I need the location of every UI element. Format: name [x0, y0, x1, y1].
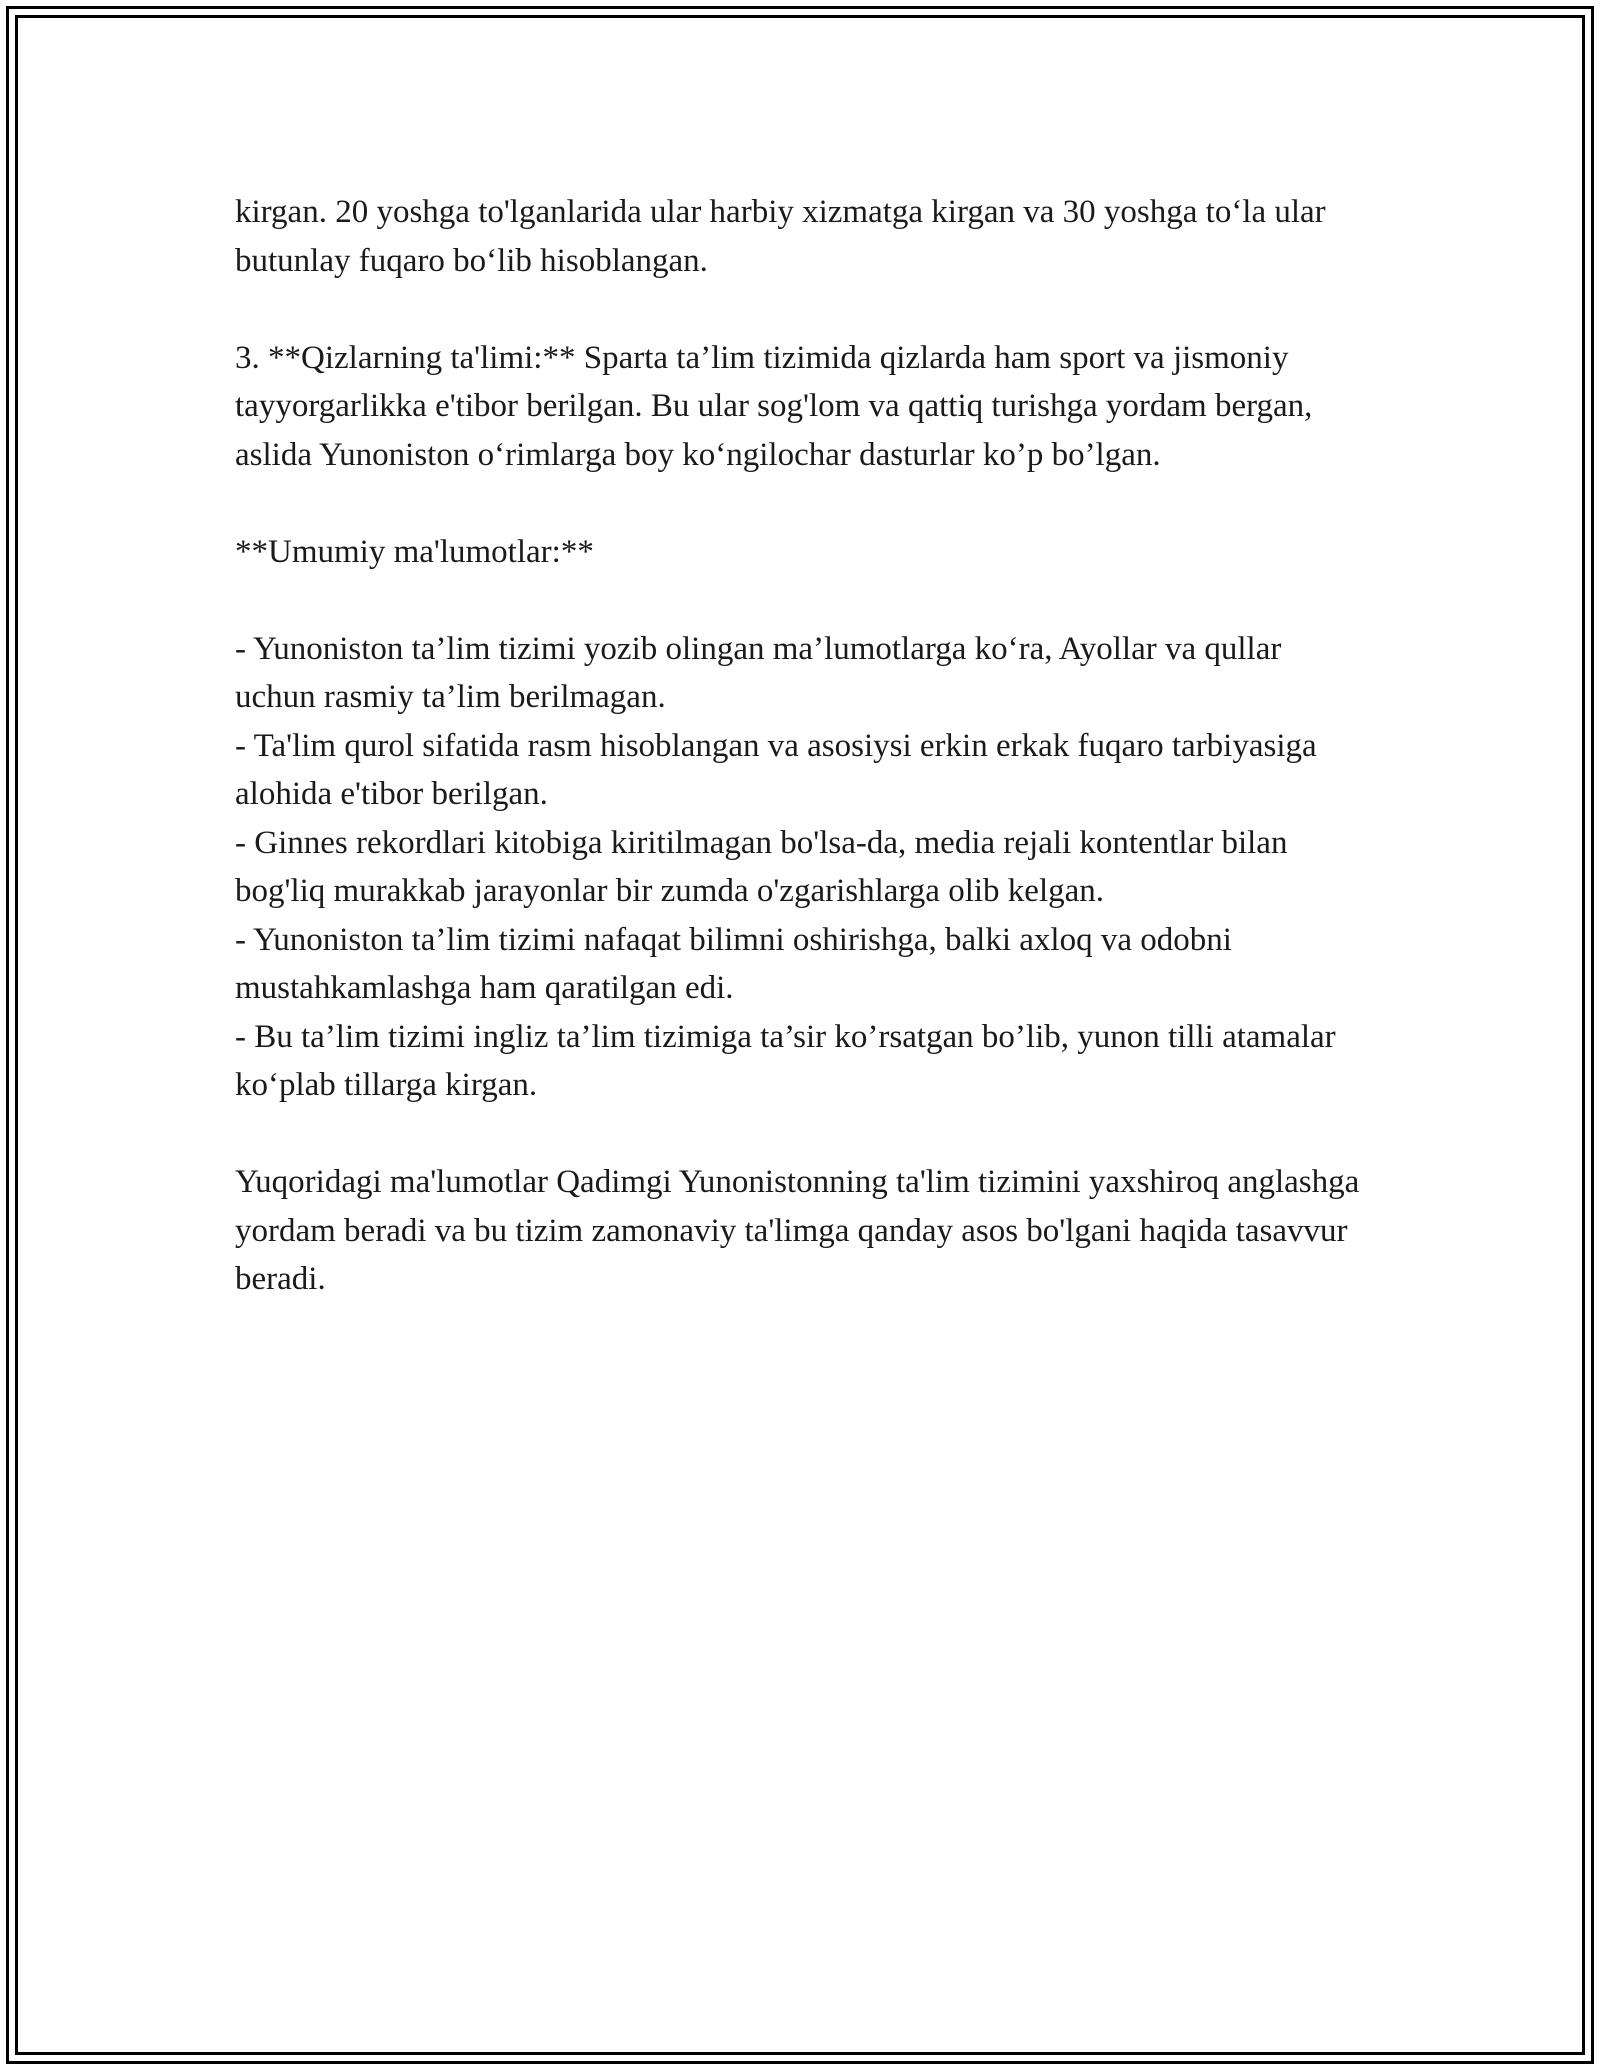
paragraph-continuation: kirgan. 20 yoshga to'lganlarida ular harbiy xizmatga kirgan va 30 yoshga to‘la ular butunlay fuqaro bo‘lib hisoblangan.	[235, 194, 1326, 279]
bullet-item: - Yunoniston ta’lim tizimi yozib olingan ma’lumotlarga ko‘ra, Ayollar va qullar uchun rasmiy ta’lim berilmagan.	[235, 630, 1282, 715]
bullet-item: - Bu ta’lim tizimi ingliz ta’lim tizimiga ta’sir ko’rsatgan bo’lib, yunon tilli atamalar ko‘plab tillarga kirgan.	[235, 1018, 1336, 1103]
bullet-item: - Yunoniston ta’lim tizimi nafaqat bilimni oshirishga, balki axloq va odobni mustahkamlashga ham qaratilgan edi.	[235, 921, 1232, 1006]
bullet-item: - Ginnes rekordlari kitobiga kiritilmagan bo'lsa-da, media rejali kontentlar bilan bog'liq murakkab jarayonlar bir zumda o'zgarishlarga olib kelgan.	[235, 824, 1288, 909]
bullet-item: - Ta'lim qurol sifatida rasm hisoblangan va asosiysi erkin erkak fuqaro tarbiyasiga alohida e'tibor berilgan.	[235, 727, 1317, 812]
paragraph-closing: Yuqoridagi ma'lumotlar Qadimgi Yunonistonning ta'lim tizimini yaxshiroq anglashga yordam beradi va bu tizim zamonaviy ta'limga qanday asos bo'lgani haqida tasavvur beradi.	[235, 1164, 1360, 1297]
paragraph-girls-education: 3. **Qizlarning ta'limi:** Sparta ta’lim tizimida qizlarda ham sport va jismoniy tayyorgarlikka e'tibor berilgan. Bu ular sog'lom va qattiq turishga yordam bergan, aslida Yunoniston o‘rimlarga boy ko‘ngilochar dasturlar ko’p bo’lgan.	[235, 339, 1313, 473]
document-body	[235, 188, 1365, 1352]
section-heading-general-info: **Umumiy ma'lumotlar:**	[235, 533, 594, 570]
